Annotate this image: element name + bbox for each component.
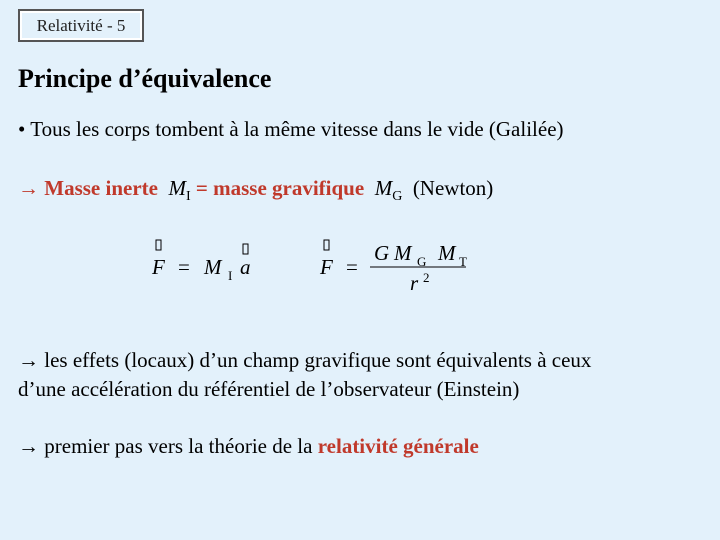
vector-marker-icon — [156, 240, 161, 250]
equations — [148, 238, 488, 298]
relativite-generale: relativité générale — [317, 434, 479, 458]
eq2-M1: M — [394, 241, 412, 265]
eq2-sub-T: T — [459, 254, 467, 269]
eq2-G: G — [374, 241, 390, 265]
einstein-line-1: → les effets (locaux) d’un champ gravifique sont équivalents à ceux — [18, 348, 592, 372]
eq1-a: a — [240, 255, 251, 279]
masse-gravifique-label: = masse gravifique — [195, 176, 365, 200]
m-sub-i: I — [185, 189, 191, 204]
eq2-F: F — [320, 255, 333, 279]
newton-ref: (Newton) — [412, 176, 494, 200]
equation-newton-second-law — [151, 240, 251, 283]
eq1-equals: = — [178, 255, 190, 279]
eq1-sub-I: I — [228, 268, 233, 283]
slide-tag: Relativité - 5 — [18, 9, 144, 42]
masse-inerte-label: Masse inerte — [44, 176, 158, 200]
m-sub-g: G — [392, 189, 403, 204]
eq2-pow: 2 — [423, 270, 430, 285]
eq1-F: F — [152, 255, 165, 279]
galilee-bullet: • Tous les corps tombent à la même vitesse dans le vide (Galilée) — [18, 117, 564, 141]
arrow: → — [18, 176, 39, 200]
m-symbol: M — [168, 176, 186, 200]
eq2-M2: M — [438, 241, 456, 265]
slide-title: Principe d’équivalence — [18, 64, 272, 93]
einstein-paragraph — [18, 346, 708, 404]
eq2-equals: = — [346, 255, 358, 279]
newton-line — [18, 176, 494, 204]
final-line — [18, 434, 479, 459]
eq1-M: M — [204, 255, 222, 279]
final-prefix: → premier pas vers la théorie de la — [18, 434, 318, 458]
vector-marker-icon — [243, 244, 248, 254]
equation-gravitation — [319, 240, 467, 295]
einstein-line-2: d’une accélération du référentiel de l’observateur (Einstein) — [18, 377, 520, 401]
eq2-sub-G: G — [417, 254, 427, 269]
eq2-r: r — [410, 271, 419, 295]
m-symbol-g: M — [374, 176, 393, 200]
vector-marker-icon — [324, 240, 329, 250]
